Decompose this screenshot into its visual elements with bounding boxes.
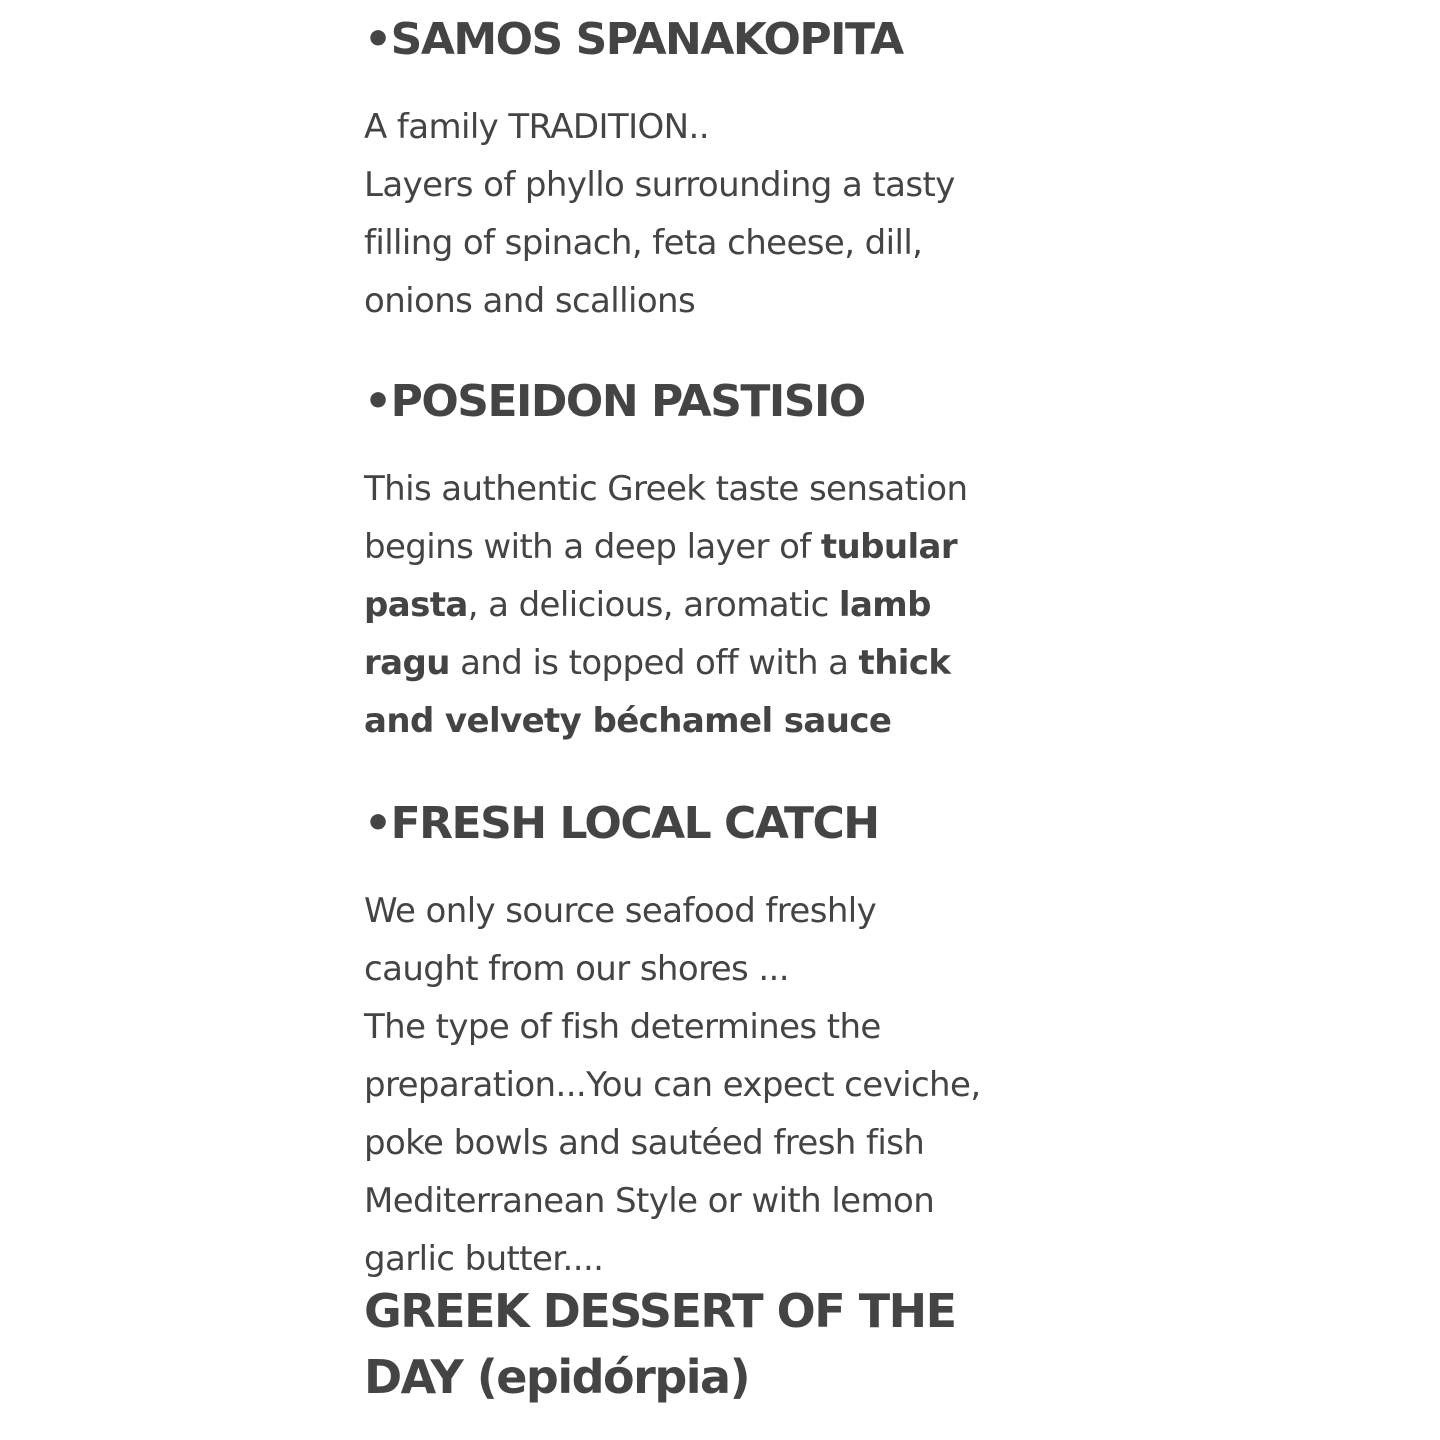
bold-text-run: pasta bbox=[364, 585, 468, 625]
item-title: •SAMOS SPANAKOPITA bbox=[364, 14, 903, 65]
menu-item-fresh-catch bbox=[364, 794, 981, 1288]
description-line: poke bowls and sautéed fresh fish bbox=[364, 1123, 925, 1163]
description-line bbox=[364, 518, 967, 576]
description-line: Mediterranean Style or with lemon bbox=[364, 1181, 935, 1221]
bold-text-run: ragu bbox=[364, 643, 450, 683]
item-title: •FRESH LOCAL CATCH bbox=[364, 798, 879, 849]
description-line: preparation...You can expect ceviche, bbox=[364, 1065, 981, 1105]
description-line: Layers of phyllo surrounding a tasty bbox=[364, 165, 955, 205]
bold-text-run: thick bbox=[858, 643, 951, 683]
dessert-heading bbox=[364, 1278, 956, 1410]
item-description bbox=[364, 460, 967, 750]
item-title: •POSEIDON PASTISIO bbox=[364, 376, 865, 427]
description-line bbox=[364, 576, 967, 634]
text-run: This authentic Greek taste sensation bbox=[364, 469, 968, 509]
description-line: caught from our shores ... bbox=[364, 949, 789, 989]
menu-item-spanakopita bbox=[364, 10, 955, 330]
item-description bbox=[364, 882, 981, 1288]
description-line: filling of spinach, feta cheese, dill, bbox=[364, 223, 923, 263]
bold-text-run: tubular bbox=[820, 527, 958, 567]
description-line: A family TRADITION.. bbox=[364, 107, 709, 147]
dessert-heading-line: DAY (epidórpia) bbox=[364, 1350, 750, 1404]
item-description bbox=[364, 98, 955, 330]
dessert-heading-line: GREEK DESSERT OF THE bbox=[364, 1284, 956, 1338]
description-line: onions and scallions bbox=[364, 281, 696, 321]
text-run: , a delicious, aromatic bbox=[467, 585, 839, 625]
bold-text-run: lamb bbox=[838, 585, 931, 625]
description-line: garlic butter.... bbox=[364, 1239, 604, 1279]
description-line: The type of fish determines the bbox=[364, 1007, 881, 1047]
description-line bbox=[364, 634, 967, 692]
menu-item-pastisio bbox=[364, 372, 967, 750]
description-line bbox=[364, 460, 967, 518]
description-line bbox=[364, 692, 967, 750]
bold-text-run: and velvety béchamel sauce bbox=[364, 701, 892, 741]
text-run: begins with a deep layer of bbox=[364, 527, 821, 567]
text-run: and is topped off with a bbox=[449, 643, 859, 683]
description-line: We only source seafood freshly bbox=[364, 891, 877, 931]
